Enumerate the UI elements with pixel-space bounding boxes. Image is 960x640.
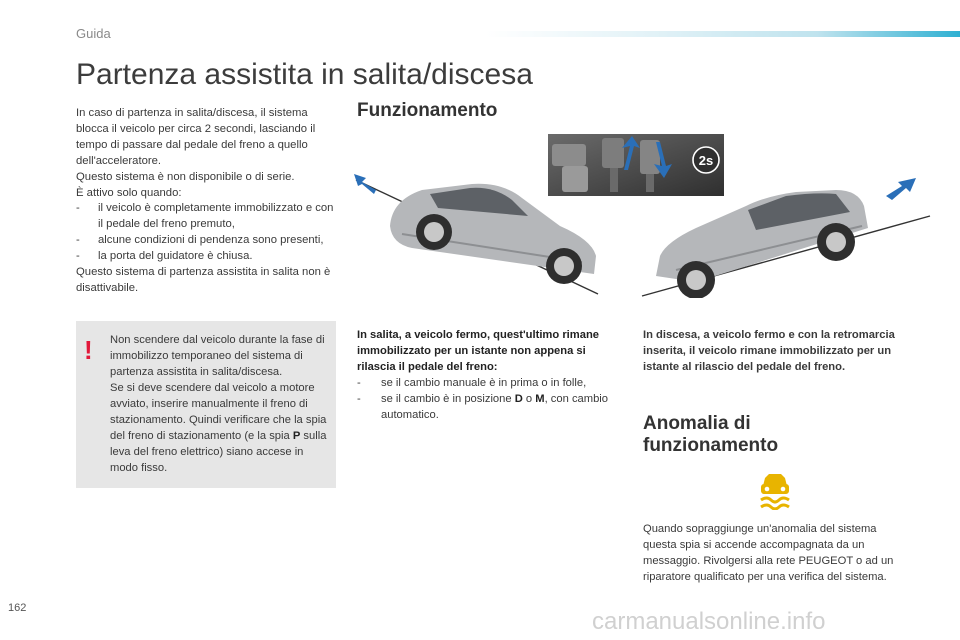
uphill-manual-item: - se il cambio manuale è in prima o in folle,: [357, 376, 615, 392]
condition-item: - alcune condizioni di pendenza sono presenti,: [76, 233, 340, 249]
warning-text-c: sulla leva del freno elettrico) siano accese in modo fisso.: [110, 430, 327, 474]
page-title: Partenza assistita in salita/discesa: [76, 58, 533, 91]
section-heading-funzionamento: Funzionamento: [357, 100, 498, 121]
intro-text: [76, 106, 340, 297]
anomaly-description: Quando sopraggiunge un'anomalia del sistema questa spia si accende accompagnata da un messaggio. Rivolgersi alla rete PEUGEOT o ad un riparatore qualificato per una verifica del sistema.: [643, 523, 894, 583]
uphill-automatic-item: - se il cambio è in posizione D o M, con cambio automatico.: [357, 392, 615, 424]
condition-item: - la porta del guidatore è chiusa.: [76, 249, 340, 265]
condition-item: - il veicolo è completamente immobilizzato e con il pedale del freno premuto,: [76, 201, 340, 233]
uphill-arrow-icon: [354, 174, 376, 194]
not-deactivatable-note: Questo sistema di partenza assistita in salita non è disattivabile.: [76, 266, 331, 294]
warning-text-b: Se si deve scendere dal veicolo a motore avviato, inserire manualmente il freno di stazionamento. Quindi verificare che la spia del freno di stazionamento (e la spia: [110, 382, 327, 442]
timer-badge: 2s: [698, 153, 714, 168]
page-number: 162: [8, 602, 27, 614]
warning-box: [76, 321, 336, 488]
exclamation-icon: !: [84, 335, 93, 365]
warning-text: [110, 332, 332, 476]
uphill-description: [357, 328, 615, 423]
downhill-description: In discesa, a veicolo fermo e con la retromarcia inserita, il veicolo rimane immobilizzato per un istante al rilascio del pedale del freno.: [643, 329, 895, 373]
section-label: Guida: [76, 26, 111, 41]
downhill-car-illustration: [636, 156, 932, 298]
parking-brake-p-label: P: [292, 430, 301, 442]
warning-text-a: Non scendere dal veicolo durante la fase di immobilizzo temporaneo del sistema di partenza assistita in salita/discesa.: [110, 334, 325, 378]
section-heading-anomalia: Anomalia di funzionamento: [643, 413, 779, 456]
uphill-intro: In salita, a veicolo fermo, quest'ultimo rimane immobilizzato per un istante non appena si rilascia il pedale del freno:: [357, 329, 600, 373]
hill-start-fault-warning-icon: [757, 472, 793, 510]
conditions-intro: È attivo solo quando:: [76, 186, 182, 199]
downhill-arrow-icon: [886, 178, 916, 200]
uphill-car-illustration: [352, 170, 612, 296]
header-rule: [486, 31, 960, 37]
watermark: carmanualsonline.info: [592, 608, 826, 635]
availability-note: Questo sistema è non disponibile o di serie.: [76, 170, 295, 183]
intro-paragraph: In caso di partenza in salita/discesa, il sistema blocca il veicolo per circa 2 secondi, lasciando il tempo di passare dal pedale del freno a quello dell'acceleratore.: [76, 107, 316, 167]
